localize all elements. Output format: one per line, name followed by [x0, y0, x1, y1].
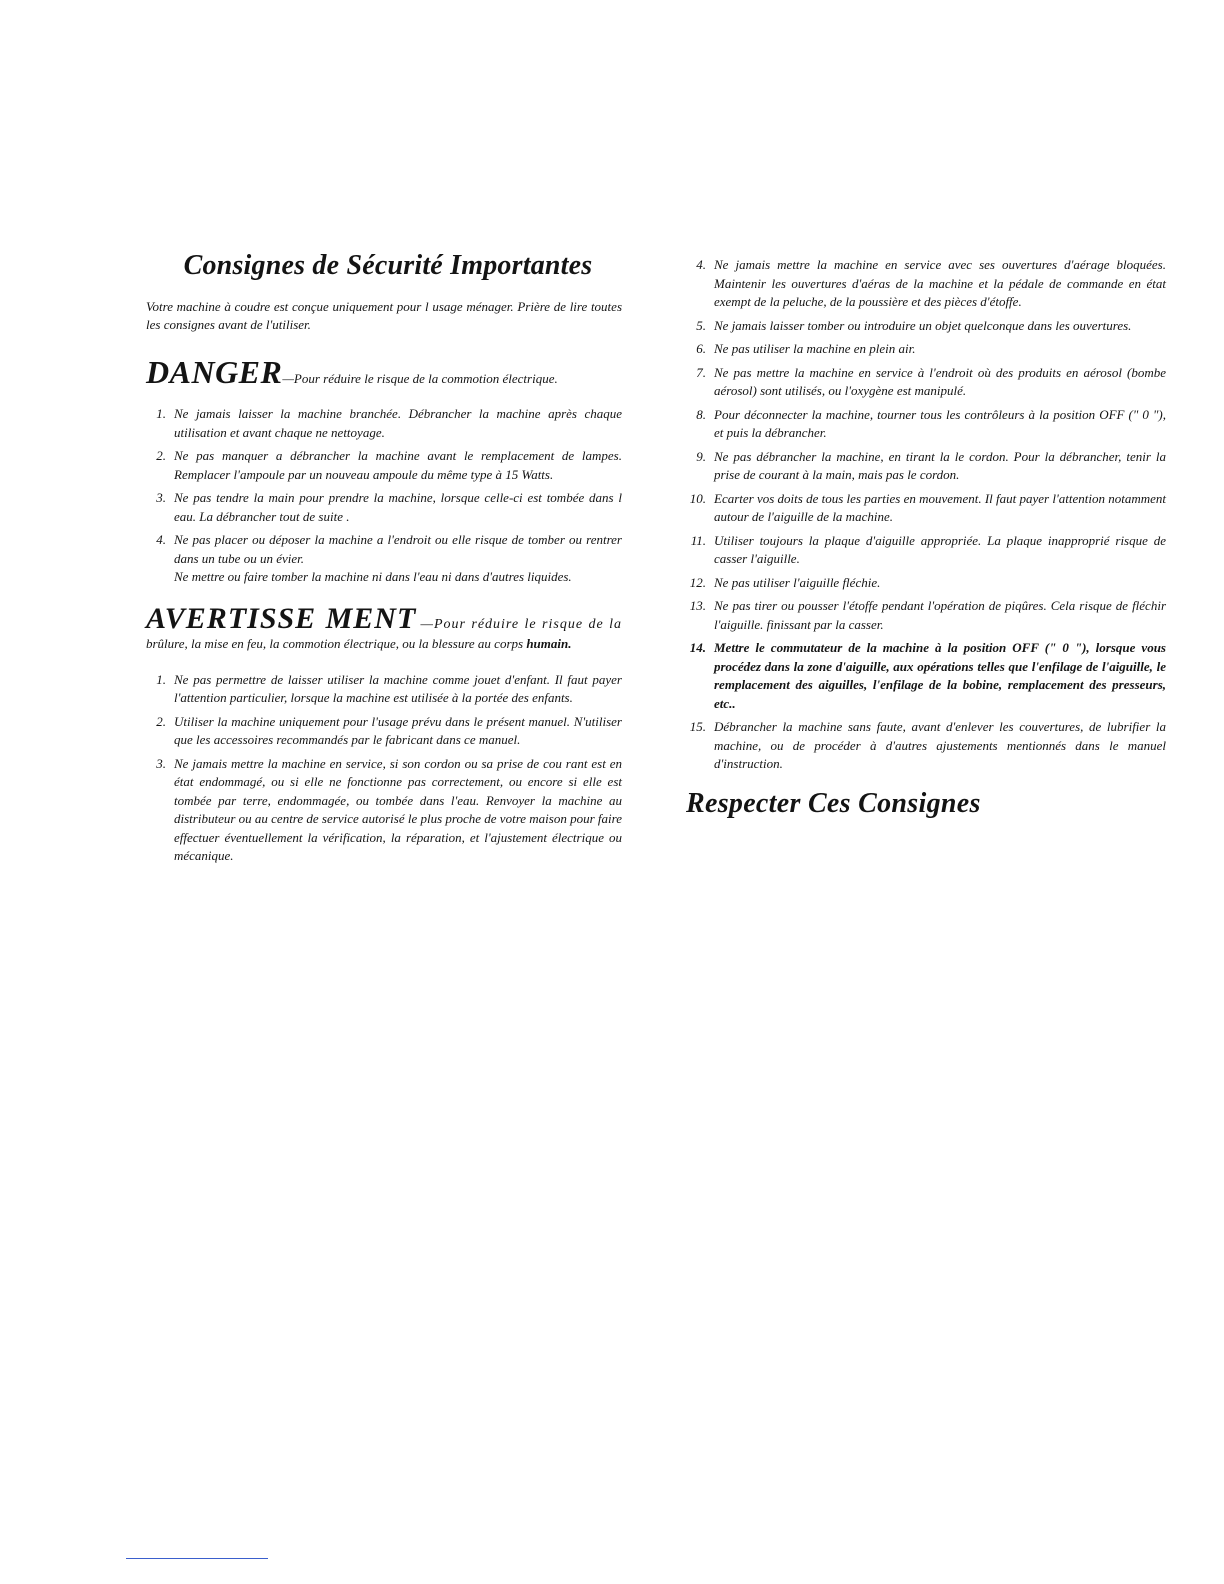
list-item: 15. Débrancher la machine sans faute, avant d'enlever les couvertures, de lubrifier la machine, ou de procéder à d'autres ajustements mentionnés dans le manuel d'instruction.: [689, 719, 1166, 771]
avertissement-subtitle-end: humain.: [526, 635, 572, 651]
list-item: 5. Ne jamais laisser tomber ou introduire un objet quelconque dans les ouvertures.: [696, 317, 1132, 333]
list-item-extra: Ne mettre ou faire tomber la machine ni dans l'eau ni dans d'autres liquides.: [174, 569, 572, 584]
list-item: 2. Ne pas manquer a débrancher la machine avant le remplacement de lampes. Remplacer l'ampoule par un nouveau ampoule du même type à 15 Watts.: [156, 448, 622, 482]
list-item: 12. Ne pas utiliser l'aiguille fléchie.: [689, 574, 881, 590]
list-item: 2. Utiliser la machine uniquement pour l'usage prévu dans le présent manuel. N'utiliser que les accessoires recommandés par le fabricant dans ce manuel.: [156, 713, 622, 747]
list-item: 9. Ne pas débrancher la machine, en tirant la le cordon. Pour la débrancher, tenir la prise de courant à la main, mais pas le cordon.: [696, 448, 1166, 482]
list-item: 3. Ne jamais mettre la machine en service, si son cordon ou sa prise de cou rant est en état endommagé, ou si elle ne fonctionne pas correctement, ou encore si elle est tombée par terre, endommagée, ou tombée dans l'eau. Renvoyer la machine au distributeur ou au centre de service autorisé le plus proche de votre maison pour faire effectuer éventuellement la vérification, la réparation, et l'ajustement électrique ou mécanique.: [156, 755, 622, 863]
closing-title: Respecter Ces Consignes: [686, 787, 981, 819]
list-item: 14. Mettre le commutateur de la machine à la position OFF (" 0 "), lorsque vous procédez dans la zone d'aiguille, aux opérations telles que l'enfilage de l'aiguille, le remplacement des aiguilles, l'enfilage de la bobine, remplacement des presseurs, etc..: [689, 640, 1166, 711]
footer-rule: [126, 1558, 268, 1559]
list-item: 1. Ne pas permettre de laisser utiliser la machine comme jouet d'enfant. Il faut payer l'attention particulier, lorsque la machine est utilisée à la portée des enfants.: [156, 671, 622, 705]
danger-word: DANGER: [146, 354, 283, 390]
intro-paragraph: Votre machine à coudre est conçue uniquement pour l usage ménager. Prière de lire toutes les consignes avant de l'utiliser.: [146, 299, 622, 332]
continued-list: [686, 256, 1166, 774]
list-item: 13. Ne pas tirer ou pousser l'étoffe pendant l'opération de piqûres. Cela risque de fléchir l'aiguille. finissant par la casser.: [689, 598, 1166, 632]
list-item: 7. Ne pas mettre la machine en service à l'endroit où des produits en aérosol (bombe aérosol) sont utilisés, ou l'oxygène est manipulé.: [696, 364, 1166, 398]
danger-list: [146, 405, 622, 587]
avertissement-word: AVERTISSE MENT: [146, 601, 417, 635]
danger-subtitle: —Pour réduire le risque de la commotion électrique.: [282, 371, 558, 386]
left-column: [146, 250, 622, 871]
right-column: [686, 256, 1166, 820]
list-item: 11. Utiliser toujours la plaque d'aiguille appropriée. La plaque inapproprié risque de casser l'aiguille.: [690, 532, 1166, 566]
list-item: 4. Ne jamais mettre la machine en service avec ses ouvertures d'aérage bloquées. Maintenir les ouvertures d'aéras de la machine et la pédale de commande en état exempt de la peluche, de la poussière et des pièces d'étoffe.: [696, 257, 1166, 309]
list-item: 3. Ne pas tendre la main pour prendre la machine, lorsque celle-ci est tombée dans l eau. La débrancher tout de suite .: [156, 490, 622, 524]
list-item: 8. Pour déconnecter la machine, tourner tous les contrôleurs à la position OFF (" 0 "), et puis la débrancher.: [696, 406, 1166, 440]
list-item: 10. Ecarter vos doits de tous les parties en mouvement. Il faut payer l'attention notamment autour de l'aiguille de la machine.: [689, 490, 1166, 524]
avertissement-subtitle: —Pour réduire le risque de la: [420, 616, 623, 632]
list-item: 4. Ne pas placer ou déposer la machine a l'endroit ou elle risque de tomber ou rentrer dans un tube ou un évier. Ne mettre ou faire tomber la machine ni dans l'eau ni dans d'autres liquides.: [146, 531, 622, 587]
page-title: Consignes de Sécurité Importantes: [183, 250, 593, 281]
list-item: 6. Ne pas utiliser la machine en plein air.: [696, 341, 916, 356]
avertissement-heading: [146, 603, 622, 653]
avertissement-subtitle-cont: brûlure, la mise en feu, la commotion électrique, ou la blessure au corps: [146, 635, 524, 651]
danger-heading: [146, 354, 622, 391]
list-item: 1. Ne jamais laisser la machine branchée. Débrancher la machine après chaque utilisation et avant chaque ne nettoyage.: [156, 406, 622, 440]
avertissement-list: [146, 671, 622, 866]
